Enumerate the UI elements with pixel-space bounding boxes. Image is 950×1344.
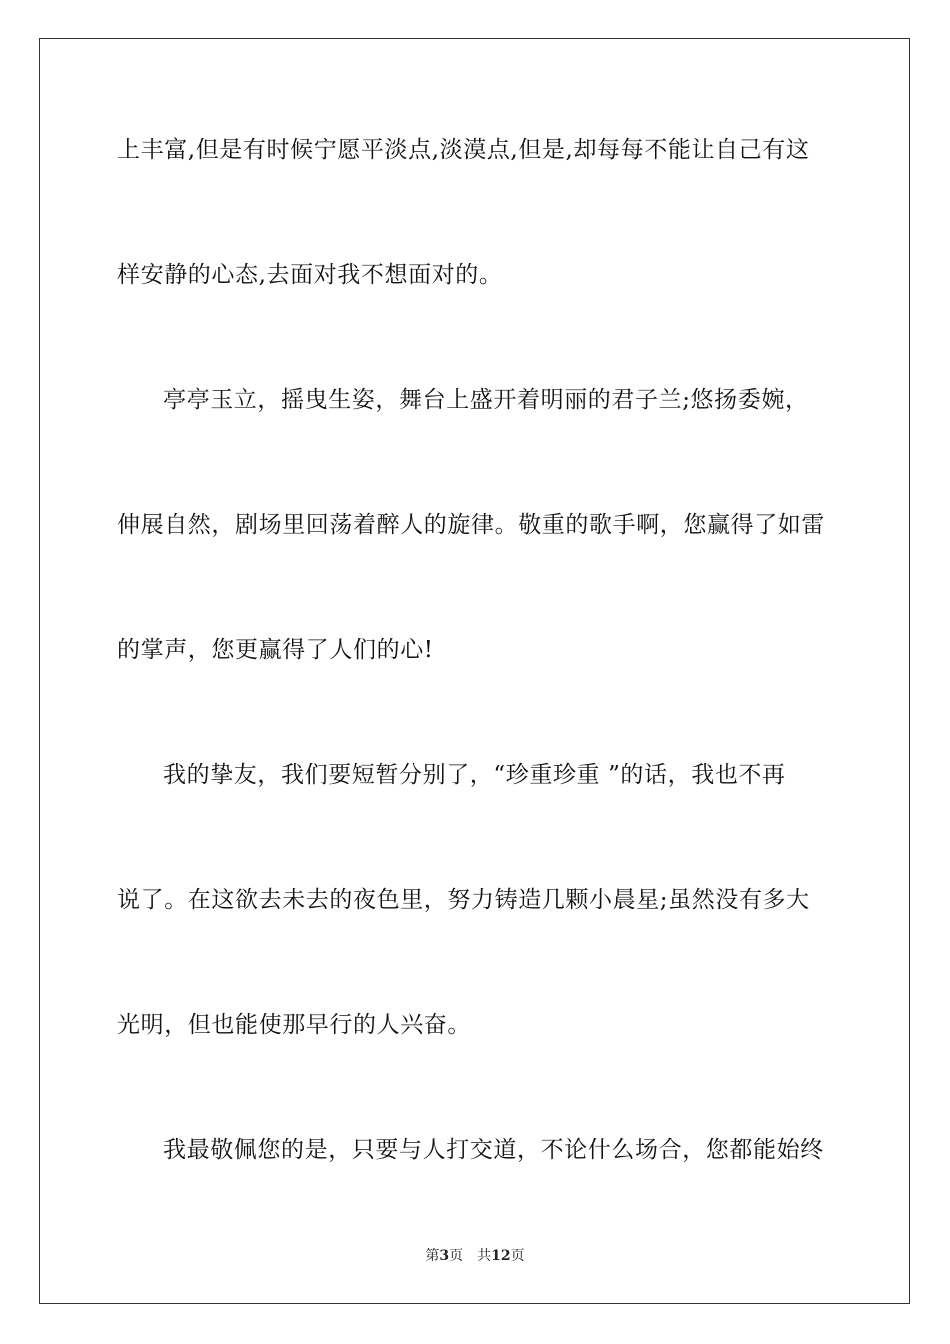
footer-total-pages: 12 xyxy=(491,1248,511,1264)
body-line-7: 说了。在这欲去未去的夜色里，努力铸造几颗小晨星;虽然没有多大 xyxy=(117,887,810,913)
body-line-4: 伸展自然，剧场里回荡着醉人的旋律。敬重的歌手啊，您赢得了如雷 xyxy=(117,512,825,538)
page-border xyxy=(39,38,910,1304)
page-footer xyxy=(0,1247,950,1265)
body-line-8: 光明，但也能使那早行的人兴奋。 xyxy=(117,1012,471,1038)
footer-total-suffix: 页 xyxy=(510,1248,525,1264)
footer-page-number: 3 xyxy=(439,1248,450,1264)
body-line-1: 上丰富,但是有时候宁愿平淡点,淡漠点,但是,却每每不能让自己有这 xyxy=(117,137,810,163)
body-line-6: 我的挚友，我们要短暂分别了，“珍重珍重 ”的话，我也不再 xyxy=(163,762,786,788)
footer-page-suffix: 页 xyxy=(449,1248,464,1264)
body-line-5: 的掌声，您更赢得了人们的心! xyxy=(117,637,434,663)
body-line-9: 我最敬佩您的是，只要与人打交道，不论什么场合，您都能始终 xyxy=(163,1137,824,1163)
footer-page-prefix: 第 xyxy=(425,1248,440,1264)
body-line-3: 亭亭玉立，摇曳生姿，舞台上盛开着明丽的君子兰;悠扬委婉， xyxy=(163,387,809,413)
footer-total-prefix: 共 xyxy=(477,1248,492,1264)
body-line-2: 样安静的心态,去面对我不想面对的。 xyxy=(117,262,503,288)
